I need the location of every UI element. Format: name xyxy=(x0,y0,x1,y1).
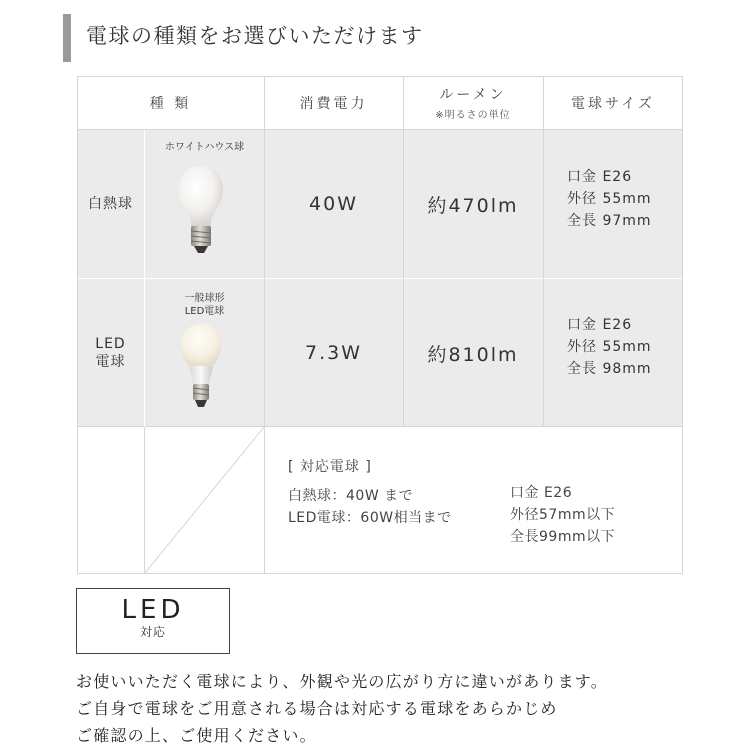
bulb-name-incandescent: ホワイトハウス球 xyxy=(164,142,245,153)
row-type-led xyxy=(77,279,144,427)
size-length: 全長 97mm xyxy=(567,213,652,229)
header-lumen-note: ※明るさの単位 xyxy=(435,110,511,121)
header-size: 電球サイズ xyxy=(571,95,655,112)
header-lumen xyxy=(403,76,543,129)
row-size-incandescent xyxy=(567,166,652,232)
header-type: 種 類 xyxy=(149,95,192,112)
row-size-led xyxy=(567,314,652,380)
row-power-incandescent: 40W xyxy=(309,193,358,215)
size-length: 全長 98mm xyxy=(567,361,652,377)
table-border-right xyxy=(682,76,683,574)
empty-cell-diagonal xyxy=(145,427,264,573)
size-base: 口金 E26 xyxy=(567,317,633,333)
frosted-bulb-icon xyxy=(178,164,224,260)
compatible-size-base: 口金 E26 xyxy=(510,485,573,501)
row-type-led-line2: 電球 xyxy=(95,354,126,370)
bulb-name-led-line1: 一般球形 xyxy=(184,293,225,304)
table-border-bottom xyxy=(77,573,683,574)
compatible-size-diameter: 外径57mm以下 xyxy=(510,507,616,523)
row-type-incandescent: 白熱球 xyxy=(88,196,133,212)
bulb-name-led-line2: LED電球 xyxy=(184,306,225,317)
compatible-incandescent: 白熱球：40W まで xyxy=(288,488,414,504)
row-power-led: 7.3W xyxy=(304,342,362,364)
notice-text xyxy=(76,668,696,749)
size-base: 口金 E26 xyxy=(567,169,633,185)
compatible-size-length: 全長99mm以下 xyxy=(510,529,616,545)
row-lumen-incandescent: 約470lm xyxy=(427,194,519,217)
compatible-led: LED電球：60W相当まで xyxy=(288,510,452,526)
compatible-title: [ 対応電球 ] xyxy=(288,459,372,475)
size-diameter: 外径 55mm xyxy=(567,339,652,355)
header-power: 消費電力 xyxy=(299,95,368,112)
row-type-led-line1: LED xyxy=(95,336,126,352)
notice-line: お使いいただく電球により、外観や光の広がり方に違いがあります。 xyxy=(76,672,608,691)
led-compatible-badge xyxy=(76,588,230,654)
led-bulb-icon xyxy=(180,322,222,414)
title-accent-bar xyxy=(63,14,71,62)
badge-sub: 対応 xyxy=(139,625,166,639)
notice-line: ご自身で電球をご用意される場合は対応する電球をあらかじめ xyxy=(76,699,558,718)
badge-main: LED xyxy=(121,595,185,625)
notice-line: ご確認の上、ご使用ください。 xyxy=(76,726,317,745)
compatible-size xyxy=(510,482,615,548)
row-lumen-led: 約810lm xyxy=(427,343,519,366)
size-diameter: 外径 55mm xyxy=(567,191,652,207)
bulb-name-led xyxy=(145,292,264,318)
header-lumen-label: ルーメン xyxy=(439,87,507,103)
bulb-spec-table xyxy=(77,76,683,574)
page-title: 電球の種類をお選びいただけます xyxy=(86,24,424,48)
